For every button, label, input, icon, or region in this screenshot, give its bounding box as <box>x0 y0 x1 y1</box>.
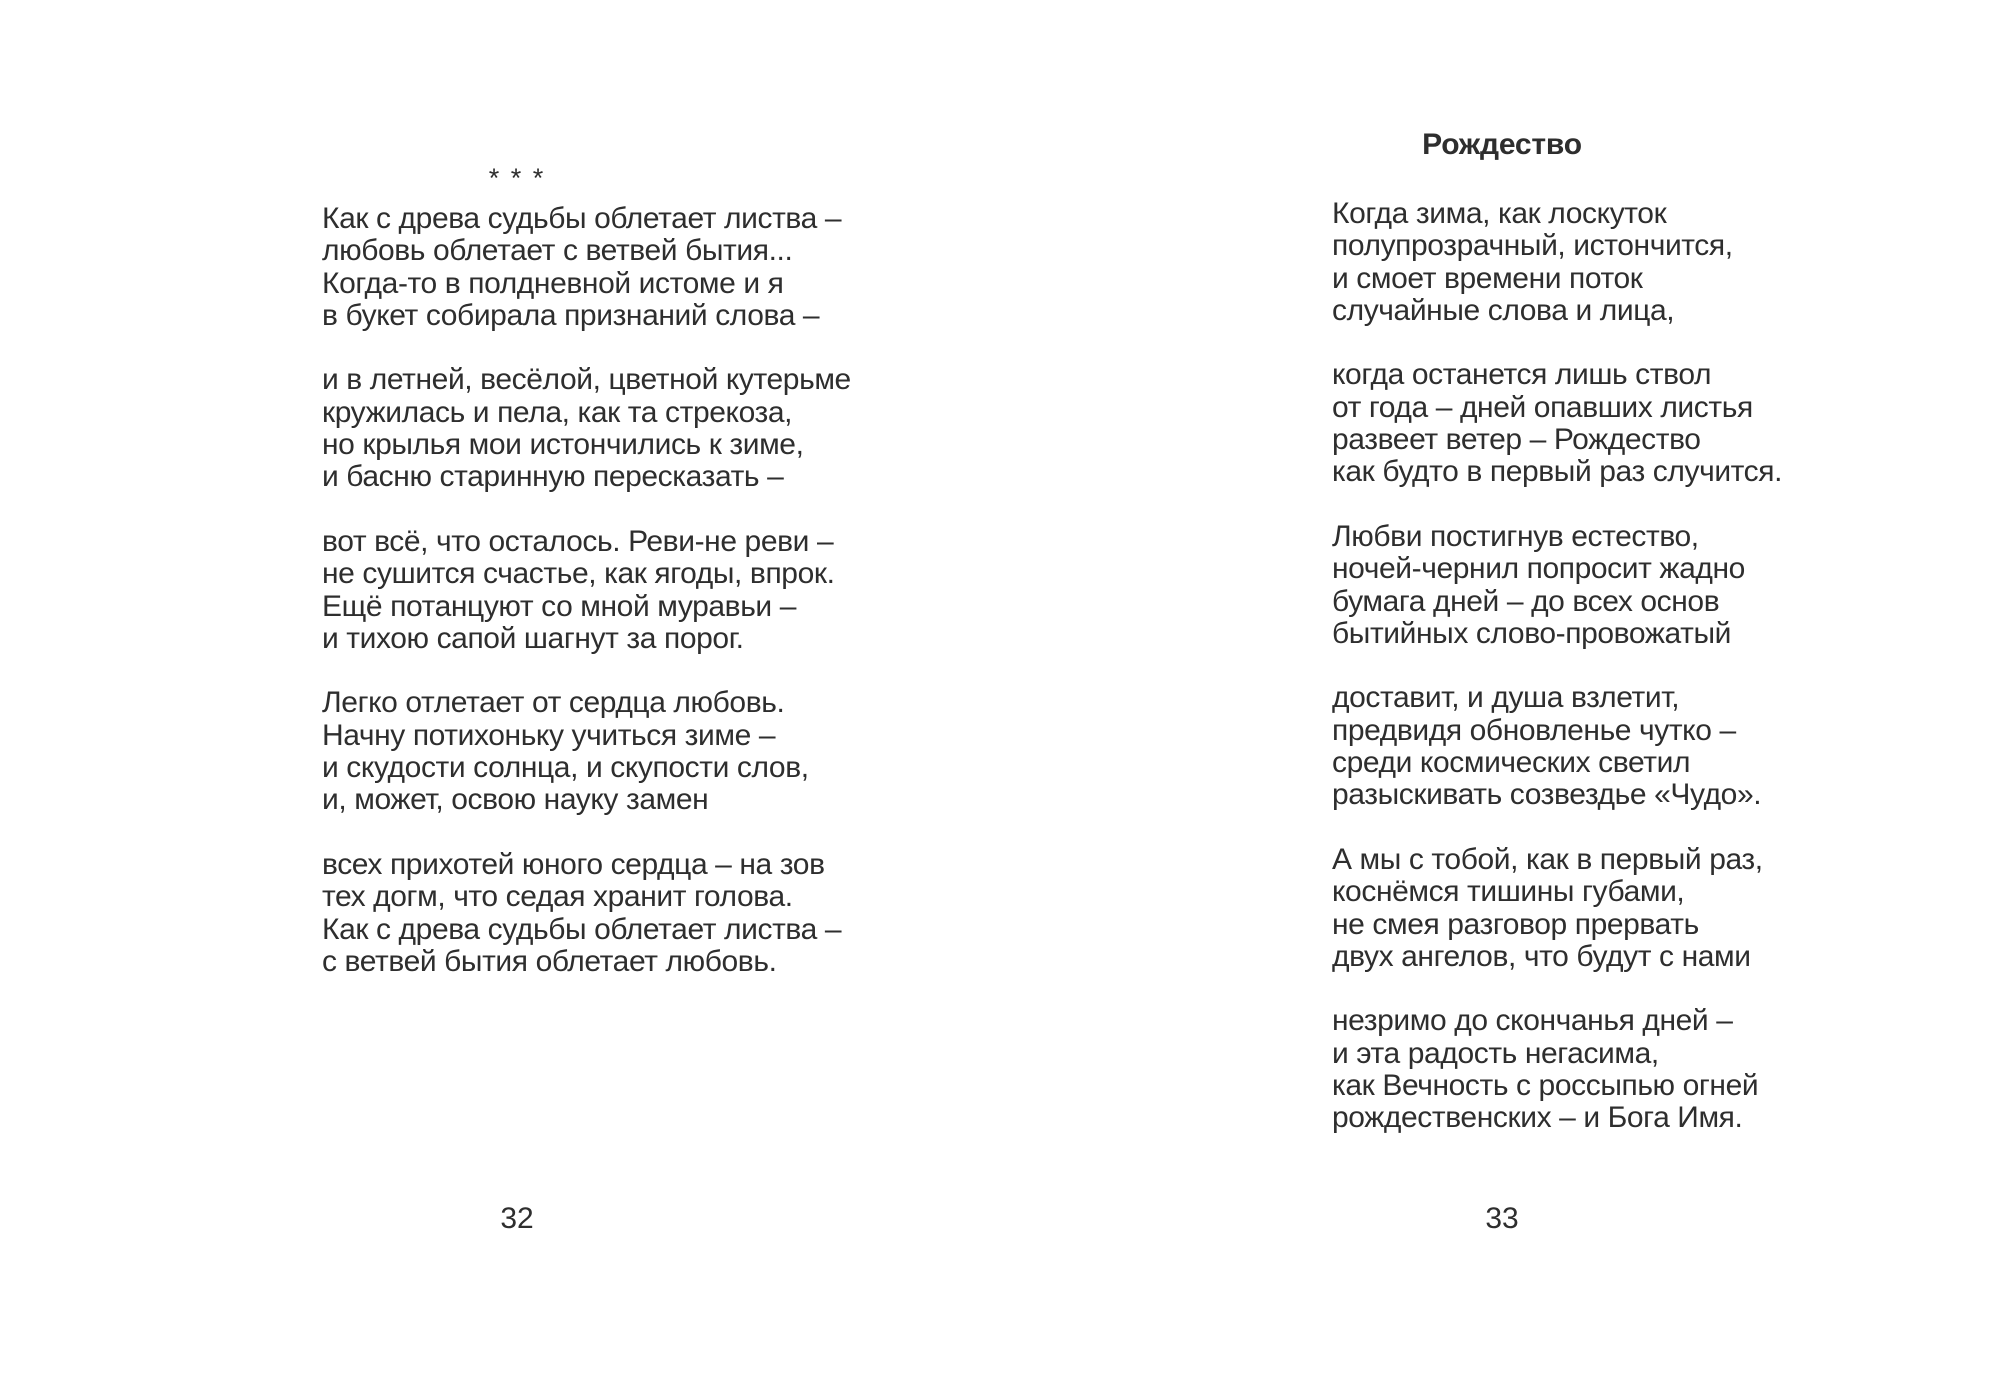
poem-line: случайные слова и лица, <box>1332 293 1675 327</box>
stanza <box>322 687 851 816</box>
poem-line: не смея разговор прервать <box>1332 907 1699 941</box>
stanza <box>322 526 851 655</box>
stanza <box>1332 521 1782 650</box>
poem-line: и басню старинную пересказать – <box>322 460 784 494</box>
poem-line: Легко отлетает от сердца любовь. <box>322 686 785 720</box>
poem-line: Когда-то в полдневной истоме и я <box>322 266 784 300</box>
poem-line: и смоет времени поток <box>1332 261 1643 295</box>
poem-title: Рождество <box>1422 128 1582 161</box>
poem-line: Как с древа судьбы облетает листва – <box>322 912 842 946</box>
poem-untitled <box>322 203 851 978</box>
poem-line: Когда зима, как лоскуток <box>1332 197 1667 230</box>
poem-line: развеет ветер – Рождество <box>1332 423 1701 457</box>
poem-line: и скудости солнца, и скупости слов, <box>322 751 809 785</box>
poem-line: в букет собирала признаний слова – <box>322 298 820 332</box>
stanza <box>1332 359 1782 488</box>
poem-line: Ещё потанцуют со мной муравьи – <box>322 589 797 623</box>
poem-line: и в летней, весёлой, цветной кутерьме <box>322 363 851 397</box>
poem-line: вот всё, что осталось. Реви-не реви – <box>322 524 834 558</box>
poem-line: тех догм, что седая хранит голова. <box>322 880 793 914</box>
poem-line: предвидя обновленье чутко – <box>1332 713 1736 747</box>
poem-line: коснёмся тишины губами, <box>1332 875 1685 909</box>
poem-line: полупрозрачный, истончится, <box>1332 229 1733 263</box>
poem-line: ночей-чернил попросит жадно <box>1332 552 1745 586</box>
poem-line: и, может, освою науку замен <box>322 783 709 817</box>
poem-rozhdestvo <box>1332 198 1782 1135</box>
page-32 <box>0 0 1004 1386</box>
poem-separator-asterisks: * * * <box>488 163 546 193</box>
poem-line: любовь облетает с ветвей бытия... <box>322 234 793 268</box>
poem-line: не сушится счастье, как ягоды, впрок. <box>322 557 835 591</box>
poem-line: незримо до скончанья дней – <box>1332 1004 1733 1038</box>
poem-line: А мы с тобой, как в первый раз, <box>1332 842 1763 876</box>
poem-line: Начну потихоньку учиться зиме – <box>322 718 776 752</box>
poem-line: кружилась и пела, как та стрекоза, <box>322 395 793 429</box>
poem-line: от года – дней опавших листья <box>1332 390 1753 424</box>
stanza <box>1332 1005 1782 1134</box>
stanza <box>322 203 851 332</box>
poem-line: всех прихотей юного сердца – на зов <box>322 847 825 881</box>
poem-line: разыскивать созвездье «Чудо». <box>1332 778 1762 812</box>
poem-line: как Вечность с россыпью огней <box>1332 1069 1759 1103</box>
poem-line: бытийных слово-провожатый <box>1332 616 1731 650</box>
poem-line: рождественских – и Бога Имя. <box>1332 1101 1743 1135</box>
poem-line: но крылья мои истончились к зиме, <box>322 428 804 462</box>
poem-line: как будто в первый раз случится. <box>1332 455 1783 489</box>
poem-line: и тихою сапой шагнут за порог. <box>322 621 744 655</box>
poem-line: среди космических светил <box>1332 746 1691 780</box>
poem-line: когда останется лишь ствол <box>1332 358 1712 392</box>
page-number-left: 32 <box>500 1202 534 1235</box>
poem-line: двух ангелов, что будут с нами <box>1332 939 1751 973</box>
poem-line: с ветвей бытия облетает любовь. <box>322 944 777 978</box>
stanza <box>322 849 851 978</box>
poem-line: Любви постигнув естество, <box>1332 519 1699 553</box>
poem-line: доставит, и душа взлетит, <box>1332 681 1680 715</box>
page-33 <box>1004 0 2009 1386</box>
stanza <box>322 364 851 493</box>
poem-line: и эта радость негасима, <box>1332 1036 1659 1070</box>
page-number-right: 33 <box>1485 1202 1519 1235</box>
stanza <box>1332 198 1782 327</box>
poem-line: бумага дней – до всех основ <box>1332 584 1720 618</box>
stanza <box>1332 844 1782 973</box>
poem-line: Как с древа судьбы облетает листва – <box>322 202 842 235</box>
stanza <box>1332 682 1782 811</box>
